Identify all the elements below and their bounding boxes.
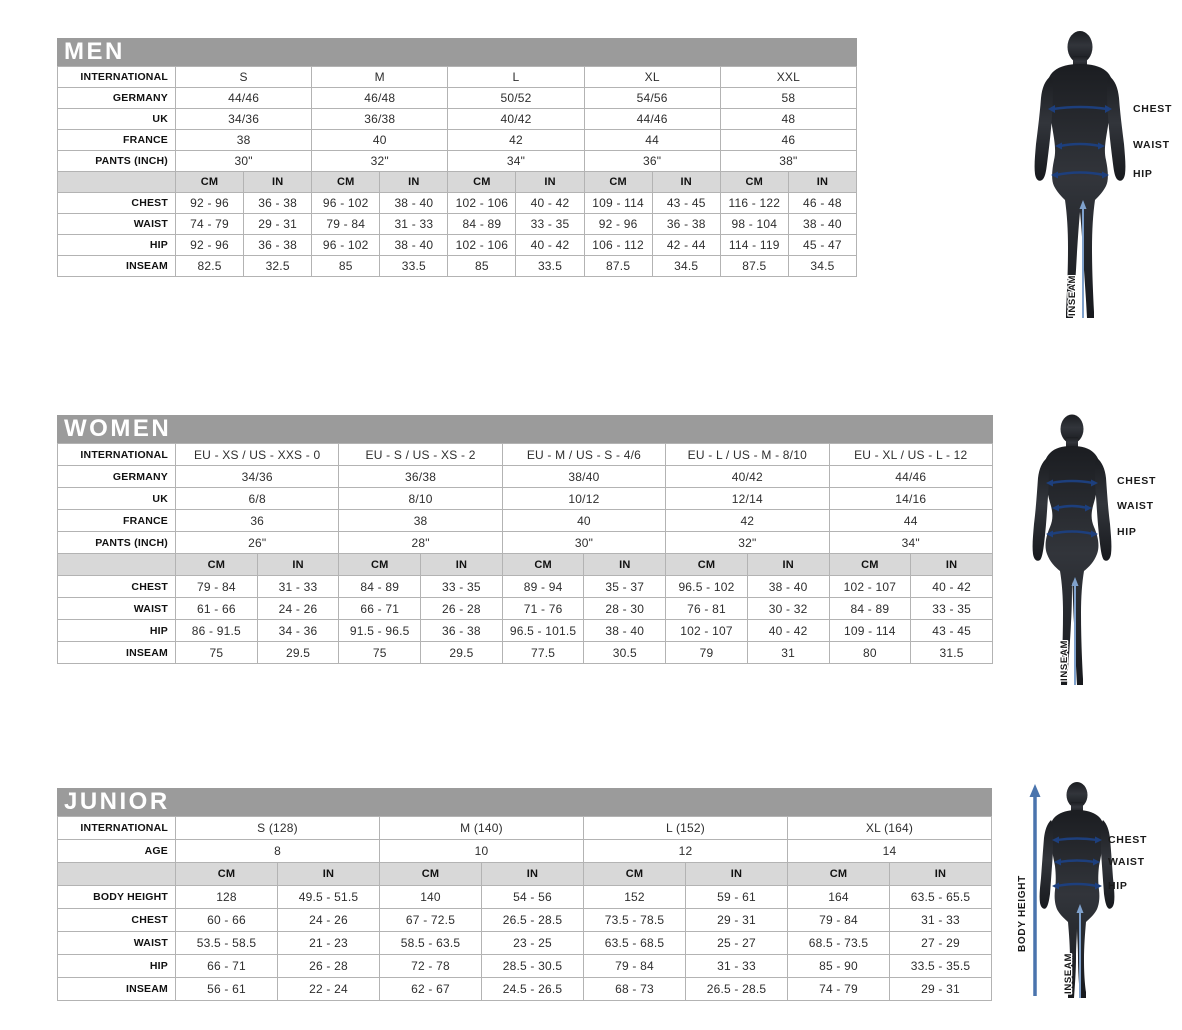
- size-value: 26": [176, 532, 339, 554]
- measure-value-in: 30 - 32: [747, 598, 829, 620]
- waist-label: WAIST: [1117, 500, 1154, 512]
- measure-value-in: 24 - 26: [278, 909, 380, 932]
- measure-value-cm: 74 - 79: [176, 214, 244, 235]
- size-value: 44/46: [176, 88, 312, 109]
- measure-value-in: 40 - 42: [516, 235, 584, 256]
- measure-value-in: 31.5: [911, 642, 993, 664]
- size-value: S (128): [176, 817, 380, 840]
- size-value: XXL: [720, 67, 856, 88]
- size-value: 34": [829, 532, 993, 554]
- table-row: [58, 488, 993, 510]
- unit-header: CM: [448, 172, 516, 193]
- size-value: 34/36: [176, 109, 312, 130]
- measure-value-cm: 96.5 - 101.5: [502, 620, 584, 642]
- body-height-label: BODY HEIGHT: [1017, 875, 1028, 952]
- row-label: PANTS (INCH): [58, 532, 176, 554]
- measure-value-cm: 89 - 94: [502, 576, 584, 598]
- measure-value-cm: 79: [666, 642, 748, 664]
- inseam-label: INSEAM: [1067, 274, 1078, 316]
- table-row: [58, 955, 992, 978]
- size-value: 46: [720, 130, 856, 151]
- table-row: [58, 554, 993, 576]
- measure-value-in: 29 - 31: [890, 978, 992, 1001]
- unit-header: IN: [911, 554, 993, 576]
- size-value: M: [312, 67, 448, 88]
- table-row: [58, 193, 857, 214]
- measure-value-in: 36 - 38: [244, 235, 312, 256]
- table-row: [58, 235, 857, 256]
- measure-value-cm: 84 - 89: [339, 576, 421, 598]
- unit-header: IN: [788, 172, 856, 193]
- measure-value-in: 34.5: [652, 256, 720, 277]
- measure-value-in: 43 - 45: [911, 620, 993, 642]
- row-label: CHEST: [58, 909, 176, 932]
- size-value: 40/42: [448, 109, 584, 130]
- row-label: GERMANY: [58, 88, 176, 109]
- measure-value-in: 23 - 25: [482, 932, 584, 955]
- measure-value-cm: 75: [176, 642, 258, 664]
- measure-value-in: 38 - 40: [380, 193, 448, 214]
- size-value: 38: [339, 510, 502, 532]
- unit-header: IN: [584, 554, 666, 576]
- men-body-silhouette-figure: [1015, 28, 1182, 328]
- women-size-table: [57, 443, 993, 664]
- table-row: [58, 532, 993, 554]
- size-value: 36/38: [312, 109, 448, 130]
- measure-value-in: 25 - 27: [686, 932, 788, 955]
- table-row: [58, 909, 992, 932]
- measure-value-cm: 96 - 102: [312, 193, 380, 214]
- measure-value-in: 24 - 26: [257, 598, 339, 620]
- row-label: INTERNATIONAL: [58, 444, 176, 466]
- measure-value-in: 35 - 37: [584, 576, 666, 598]
- unit-header: CM: [176, 172, 244, 193]
- measure-value-in: 38 - 40: [584, 620, 666, 642]
- measure-value-cm: 87.5: [720, 256, 788, 277]
- table-row: [58, 932, 992, 955]
- measure-value-in: 30.5: [584, 642, 666, 664]
- measure-value-cm: 102 - 107: [829, 576, 911, 598]
- unit-header: CM: [312, 172, 380, 193]
- size-value: 10/12: [502, 488, 665, 510]
- men-size-table: [57, 66, 857, 277]
- measure-value-cm: 164: [788, 886, 890, 909]
- measure-value-in: 40 - 42: [911, 576, 993, 598]
- measure-value-in: 34 - 36: [257, 620, 339, 642]
- measure-value-cm: 96 - 102: [312, 235, 380, 256]
- size-value: 42: [666, 510, 829, 532]
- size-value: XL (164): [788, 817, 992, 840]
- table-row: [58, 466, 993, 488]
- unit-header: CM: [584, 863, 686, 886]
- table-row: [58, 67, 857, 88]
- measure-value-cm: 102 - 107: [666, 620, 748, 642]
- size-value: 58: [720, 88, 856, 109]
- waist-label: WAIST: [1133, 139, 1170, 151]
- measure-value-cm: 58.5 - 63.5: [380, 932, 482, 955]
- measure-value-cm: 109 - 114: [584, 193, 652, 214]
- size-value: 28": [339, 532, 502, 554]
- measure-value-cm: 79 - 84: [788, 909, 890, 932]
- chest-label: CHEST: [1117, 475, 1157, 487]
- women-body-silhouette-figure: [1015, 413, 1182, 703]
- table-row: [58, 978, 992, 1001]
- measure-value-cm: 62 - 67: [380, 978, 482, 1001]
- measure-value-cm: 87.5: [584, 256, 652, 277]
- measure-value-cm: 68 - 73: [584, 978, 686, 1001]
- measure-value-in: 38 - 40: [380, 235, 448, 256]
- size-value: 30": [176, 151, 312, 172]
- table-row: [58, 840, 992, 863]
- measure-value-in: 26 - 28: [421, 598, 503, 620]
- table-row: [58, 886, 992, 909]
- row-label: WAIST: [58, 932, 176, 955]
- size-value: EU - M / US - S - 4/6: [502, 444, 665, 466]
- table-row: [58, 172, 857, 193]
- size-value: 38: [176, 130, 312, 151]
- unit-header: CM: [788, 863, 890, 886]
- unit-header: IN: [380, 172, 448, 193]
- measure-value-cm: 109 - 114: [829, 620, 911, 642]
- junior-title-bar: [57, 788, 992, 816]
- size-value: EU - XS / US - XXS - 0: [176, 444, 339, 466]
- hip-label: HIP: [1133, 168, 1153, 180]
- measure-value-in: 40 - 42: [747, 620, 829, 642]
- size-value: XL: [584, 67, 720, 88]
- table-row: [58, 863, 992, 886]
- measure-value-cm: 73.5 - 78.5: [584, 909, 686, 932]
- body-height-arrowhead: [1030, 784, 1041, 797]
- size-value: 30": [502, 532, 665, 554]
- row-label: UK: [58, 109, 176, 130]
- unit-header: CM: [720, 172, 788, 193]
- measure-value-in: 29.5: [257, 642, 339, 664]
- measure-value-cm: 66 - 71: [339, 598, 421, 620]
- measure-value-in: 49.5 - 51.5: [278, 886, 380, 909]
- size-value: 8/10: [339, 488, 502, 510]
- measure-value-in: 31: [747, 642, 829, 664]
- unit-header: IN: [278, 863, 380, 886]
- size-value: 36: [176, 510, 339, 532]
- chest-label: CHEST: [1133, 103, 1173, 115]
- unit-header: CM: [176, 863, 278, 886]
- measure-value-cm: 79 - 84: [312, 214, 380, 235]
- row-label: HIP: [58, 955, 176, 978]
- measure-value-cm: 66 - 71: [176, 955, 278, 978]
- measure-value-in: 31 - 33: [257, 576, 339, 598]
- table-row: [58, 817, 992, 840]
- measure-value-cm: 92 - 96: [584, 214, 652, 235]
- row-label: CHEST: [58, 576, 176, 598]
- size-value: 36": [584, 151, 720, 172]
- unit-header: IN: [890, 863, 992, 886]
- measure-value-cm: 77.5: [502, 642, 584, 664]
- inseam-label: INSEAM: [1063, 952, 1074, 994]
- unit-header: CM: [829, 554, 911, 576]
- measure-value-cm: 63.5 - 68.5: [584, 932, 686, 955]
- measure-value-cm: 75: [339, 642, 421, 664]
- measure-value-cm: 53.5 - 58.5: [176, 932, 278, 955]
- size-value: 48: [720, 109, 856, 130]
- measure-value-cm: 74 - 79: [788, 978, 890, 1001]
- men-title-bar: [57, 38, 857, 66]
- men-size-chart-section: [57, 38, 857, 277]
- measure-value-cm: 102 - 106: [448, 193, 516, 214]
- female-silhouette: [1033, 415, 1112, 686]
- measure-value-cm: 79 - 84: [176, 576, 258, 598]
- torso-legs-shape: [1047, 64, 1113, 318]
- measure-value-in: 43 - 45: [652, 193, 720, 214]
- measure-value-in: 33.5: [516, 256, 584, 277]
- size-value: 14: [788, 840, 992, 863]
- measure-value-in: 42 - 44: [652, 235, 720, 256]
- unit-header: CM: [666, 554, 748, 576]
- measure-value-in: 27 - 29: [890, 932, 992, 955]
- measure-value-in: 28.5 - 30.5: [482, 955, 584, 978]
- measure-value-cm: 72 - 78: [380, 955, 482, 978]
- measure-value-cm: 85: [448, 256, 516, 277]
- junior-size-table: [57, 816, 992, 1001]
- unit-header: IN: [652, 172, 720, 193]
- table-row: [58, 151, 857, 172]
- measure-value-in: 31 - 33: [890, 909, 992, 932]
- size-value: 54/56: [584, 88, 720, 109]
- unit-header: IN: [244, 172, 312, 193]
- measure-value-cm: 116 - 122: [720, 193, 788, 214]
- measure-value-cm: 91.5 - 96.5: [339, 620, 421, 642]
- measure-value-cm: 152: [584, 886, 686, 909]
- measure-value-cm: 92 - 96: [176, 235, 244, 256]
- measure-value-cm: 106 - 112: [584, 235, 652, 256]
- measure-value-cm: 80: [829, 642, 911, 664]
- unit-header: CM: [339, 554, 421, 576]
- size-value: EU - XL / US - L - 12: [829, 444, 993, 466]
- row-label: UK: [58, 488, 176, 510]
- size-value: 6/8: [176, 488, 339, 510]
- measure-value-cm: 61 - 66: [176, 598, 258, 620]
- measure-value-in: 33.5: [380, 256, 448, 277]
- measure-value-in: 36 - 38: [421, 620, 503, 642]
- measure-value-in: 36 - 38: [244, 193, 312, 214]
- unit-header: IN: [482, 863, 584, 886]
- size-value: 40/42: [666, 466, 829, 488]
- measure-value-cm: 85: [312, 256, 380, 277]
- measure-value-cm: 60 - 66: [176, 909, 278, 932]
- size-value: 36/38: [339, 466, 502, 488]
- measure-value-cm: 67 - 72.5: [380, 909, 482, 932]
- measure-value-in: 21 - 23: [278, 932, 380, 955]
- size-value: 10: [380, 840, 584, 863]
- left-arm-shape: [1035, 76, 1053, 181]
- measure-value-in: 31 - 33: [380, 214, 448, 235]
- measure-value-cm: 76 - 81: [666, 598, 748, 620]
- unit-header: CM: [584, 172, 652, 193]
- table-row: [58, 642, 993, 664]
- measure-value-in: 38 - 40: [788, 214, 856, 235]
- measure-value-cm: 114 - 119: [720, 235, 788, 256]
- measure-value-in: 33 - 35: [421, 576, 503, 598]
- size-value: 50/52: [448, 88, 584, 109]
- women-title-bar: [57, 415, 993, 443]
- row-label: FRANCE: [58, 130, 176, 151]
- row-label: INSEAM: [58, 978, 176, 1001]
- table-row: [58, 444, 993, 466]
- measure-value-in: 63.5 - 65.5: [890, 886, 992, 909]
- hip-label: HIP: [1117, 526, 1137, 538]
- table-row: [58, 109, 857, 130]
- measure-value-cm: 85 - 90: [788, 955, 890, 978]
- unit-header: CM: [176, 554, 258, 576]
- table-row: [58, 256, 857, 277]
- size-value: 8: [176, 840, 380, 863]
- row-label: GERMANY: [58, 466, 176, 488]
- measure-value-in: 38 - 40: [747, 576, 829, 598]
- measure-value-cm: 96.5 - 102: [666, 576, 748, 598]
- size-value: 44: [829, 510, 993, 532]
- size-value: L: [448, 67, 584, 88]
- measure-value-in: 36 - 38: [652, 214, 720, 235]
- size-value: 40: [312, 130, 448, 151]
- unit-row-spacer: [58, 172, 176, 193]
- measure-value-cm: 84 - 89: [448, 214, 516, 235]
- measure-value-cm: 102 - 106: [448, 235, 516, 256]
- male-silhouette: [1035, 31, 1126, 318]
- measure-value-in: 32.5: [244, 256, 312, 277]
- measure-value-in: 28 - 30: [584, 598, 666, 620]
- measure-value-in: 59 - 61: [686, 886, 788, 909]
- hip-label: HIP: [1108, 880, 1128, 892]
- row-label: PANTS (INCH): [58, 151, 176, 172]
- measure-value-in: 29 - 31: [686, 909, 788, 932]
- size-value: 38/40: [502, 466, 665, 488]
- row-label: HIP: [58, 620, 176, 642]
- row-label: CHEST: [58, 193, 176, 214]
- size-value: 34/36: [176, 466, 339, 488]
- measure-value-cm: 128: [176, 886, 278, 909]
- measure-value-cm: 140: [380, 886, 482, 909]
- row-label: WAIST: [58, 214, 176, 235]
- junior-silhouette: [1040, 782, 1115, 998]
- measure-value-in: 45 - 47: [788, 235, 856, 256]
- size-value: 32": [312, 151, 448, 172]
- row-label: INSEAM: [58, 256, 176, 277]
- table-row: [58, 576, 993, 598]
- size-value: L (152): [584, 817, 788, 840]
- measure-value-in: 46 - 48: [788, 193, 856, 214]
- row-label: INTERNATIONAL: [58, 67, 176, 88]
- size-value: 46/48: [312, 88, 448, 109]
- size-value: EU - S / US - XS - 2: [339, 444, 502, 466]
- unit-header: IN: [257, 554, 339, 576]
- measure-value-in: 33 - 35: [911, 598, 993, 620]
- measure-value-cm: 86 - 91.5: [176, 620, 258, 642]
- unit-row-spacer: [58, 863, 176, 886]
- row-label: BODY HEIGHT: [58, 886, 176, 909]
- women-section-title: WOMEN: [64, 415, 172, 442]
- women-size-chart-section: [57, 415, 993, 664]
- size-value: M (140): [380, 817, 584, 840]
- size-value: 44/46: [584, 109, 720, 130]
- size-value: 32": [666, 532, 829, 554]
- size-value: 44/46: [829, 466, 993, 488]
- row-label: AGE: [58, 840, 176, 863]
- unit-header: IN: [421, 554, 503, 576]
- row-label: INTERNATIONAL: [58, 817, 176, 840]
- measure-value-in: 26.5 - 28.5: [686, 978, 788, 1001]
- measure-value-cm: 82.5: [176, 256, 244, 277]
- table-row: [58, 510, 993, 532]
- measure-value-in: 54 - 56: [482, 886, 584, 909]
- junior-section-title: JUNIOR: [64, 788, 170, 815]
- table-row: [58, 598, 993, 620]
- size-value: 12/14: [666, 488, 829, 510]
- measure-value-cm: 98 - 104: [720, 214, 788, 235]
- measure-value-in: 40 - 42: [516, 193, 584, 214]
- row-label: HIP: [58, 235, 176, 256]
- row-label: INSEAM: [58, 642, 176, 664]
- row-label: FRANCE: [58, 510, 176, 532]
- measure-value-in: 31 - 33: [686, 955, 788, 978]
- table-row: [58, 130, 857, 151]
- measure-value-cm: 79 - 84: [584, 955, 686, 978]
- size-value: 42: [448, 130, 584, 151]
- size-value: S: [176, 67, 312, 88]
- measure-value-in: 22 - 24: [278, 978, 380, 1001]
- junior-size-chart-section: [57, 788, 992, 1001]
- unit-header: IN: [747, 554, 829, 576]
- row-label: WAIST: [58, 598, 176, 620]
- unit-header: IN: [516, 172, 584, 193]
- measure-value-cm: 84 - 89: [829, 598, 911, 620]
- size-value: 34": [448, 151, 584, 172]
- unit-header: IN: [686, 863, 788, 886]
- measure-value-cm: 71 - 76: [502, 598, 584, 620]
- size-value: EU - L / US - M - 8/10: [666, 444, 829, 466]
- junior-body-silhouette-figure: [1005, 780, 1182, 1028]
- size-value: 14/16: [829, 488, 993, 510]
- table-row: [58, 88, 857, 109]
- size-value: 38": [720, 151, 856, 172]
- size-value: 40: [502, 510, 665, 532]
- inseam-label: INSEAM: [1059, 639, 1070, 681]
- size-value: 12: [584, 840, 788, 863]
- waist-label: WAIST: [1108, 856, 1145, 868]
- chest-label: CHEST: [1108, 834, 1148, 846]
- measure-value-in: 34.5: [788, 256, 856, 277]
- measure-value-in: 33.5 - 35.5: [890, 955, 992, 978]
- right-arm-shape: [1107, 76, 1125, 181]
- unit-row-spacer: [58, 554, 176, 576]
- table-row: [58, 214, 857, 235]
- measure-value-in: 26 - 28: [278, 955, 380, 978]
- size-value: 44: [584, 130, 720, 151]
- measure-value-cm: 92 - 96: [176, 193, 244, 214]
- measure-value-cm: 68.5 - 73.5: [788, 932, 890, 955]
- measure-value-in: 24.5 - 26.5: [482, 978, 584, 1001]
- unit-header: CM: [502, 554, 584, 576]
- measure-value-in: 29 - 31: [244, 214, 312, 235]
- measure-value-in: 29.5: [421, 642, 503, 664]
- measure-value-in: 26.5 - 28.5: [482, 909, 584, 932]
- measure-value-cm: 56 - 61: [176, 978, 278, 1001]
- table-row: [58, 620, 993, 642]
- unit-header: CM: [380, 863, 482, 886]
- men-section-title: MEN: [64, 38, 125, 65]
- measure-value-in: 33 - 35: [516, 214, 584, 235]
- left-arm-shape: [1040, 820, 1053, 909]
